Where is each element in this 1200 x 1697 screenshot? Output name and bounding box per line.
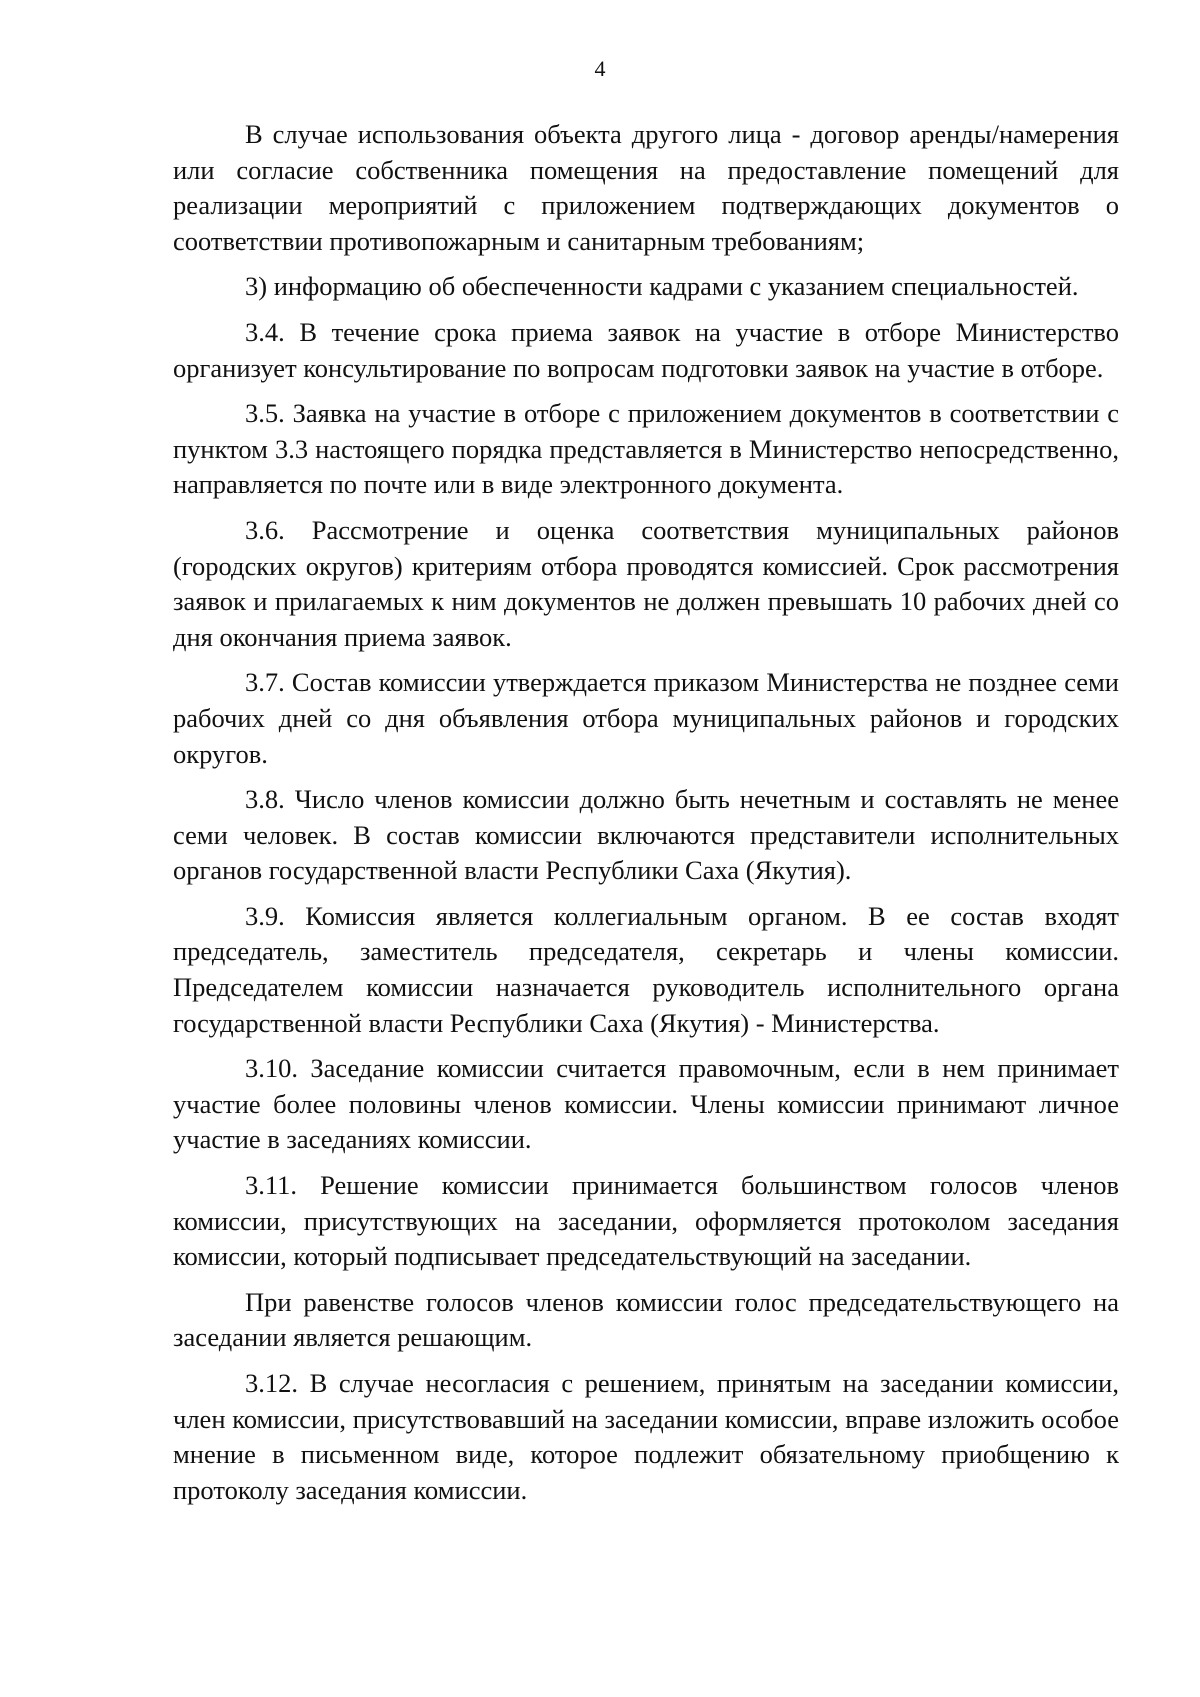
paragraph-3-5: 3.5. Заявка на участие в отборе с приложением документов в соответствии с пунктом 3.3 настоящего порядка представляется в Министерство непосредственно, направляется по почте или в виде электронного документа. [173, 398, 1119, 500]
paragraph-3-10: 3.10. Заседание комиссии считается правомочным, если в нем принимает участие более половины членов комиссии. Члены комиссии принимают личное участие в заседаниях комиссии. [173, 1053, 1119, 1155]
document-body [173, 117, 1119, 1508]
paragraph-3-11: 3.11. Решение комиссии принимается большинством голосов членов комиссии, присутствующих на заседании, оформляется протоколом заседания комиссии, который подписывает председательствующий на заседании. [173, 1170, 1119, 1272]
paragraph-3-6: 3.6. Рассмотрение и оценка соответствия муниципальных районов (городских округов) критериям отбора проводятся комиссией. Срок рассмотрения заявок и прилагаемых к ним документов не должен превышать 10 рабочих дней со дня окончания приема заявок. [173, 514, 1119, 652]
paragraph-staff-info: 3) информацию об обеспеченности кадрами с указанием специальностей. [245, 271, 1079, 302]
paragraph-rent-agreement: В случае использования объекта другого лица - договор аренды/намерения или согласие собственника помещения на предоставление помещений для реализации мероприятий с приложением подтверждающих документов о соответствии противопожарным и санитарным требованиям; [173, 119, 1119, 256]
paragraph-3-4: 3.4. В течение срока приема заявок на участие в отборе Министерство организует консультирование по вопросам подготовки заявок на участие в отборе. [173, 316, 1119, 383]
paragraph-3-9: 3.9. Комиссия является коллегиальным органом. В ее состав входят председатель, заместитель председателя, секретарь и члены комиссии. Председателем комиссии назначается руководитель исполнительного органа государственной власти Республики Саха (Якутия) - Министерства. [173, 900, 1119, 1038]
paragraph-tie-vote: При равенстве голосов членов комиссии голос председательствующего на заседании является решающим. [173, 1286, 1119, 1353]
paragraph-3-8: 3.8. Число членов комиссии должно быть нечетным и составлять не менее семи человек. В состав комиссии включаются представители исполнительных органов государственной власти Республики Саха (Якутия). [173, 784, 1119, 886]
paragraph-3-7: 3.7. Состав комиссии утверждается приказом Министерства не позднее семи рабочих дней со дня объявления отбора муниципальных районов и городских округов. [173, 667, 1119, 769]
paragraph-3-12: 3.12. В случае несогласия с решением, принятым на заседании комиссии, член комиссии, присутствовавший на заседании комиссии, вправе изложить особое мнение в письменном виде, которое подлежит обязательному приобщению к протоколу заседания комиссии. [173, 1368, 1119, 1505]
page-number: 4 [594, 56, 606, 81]
